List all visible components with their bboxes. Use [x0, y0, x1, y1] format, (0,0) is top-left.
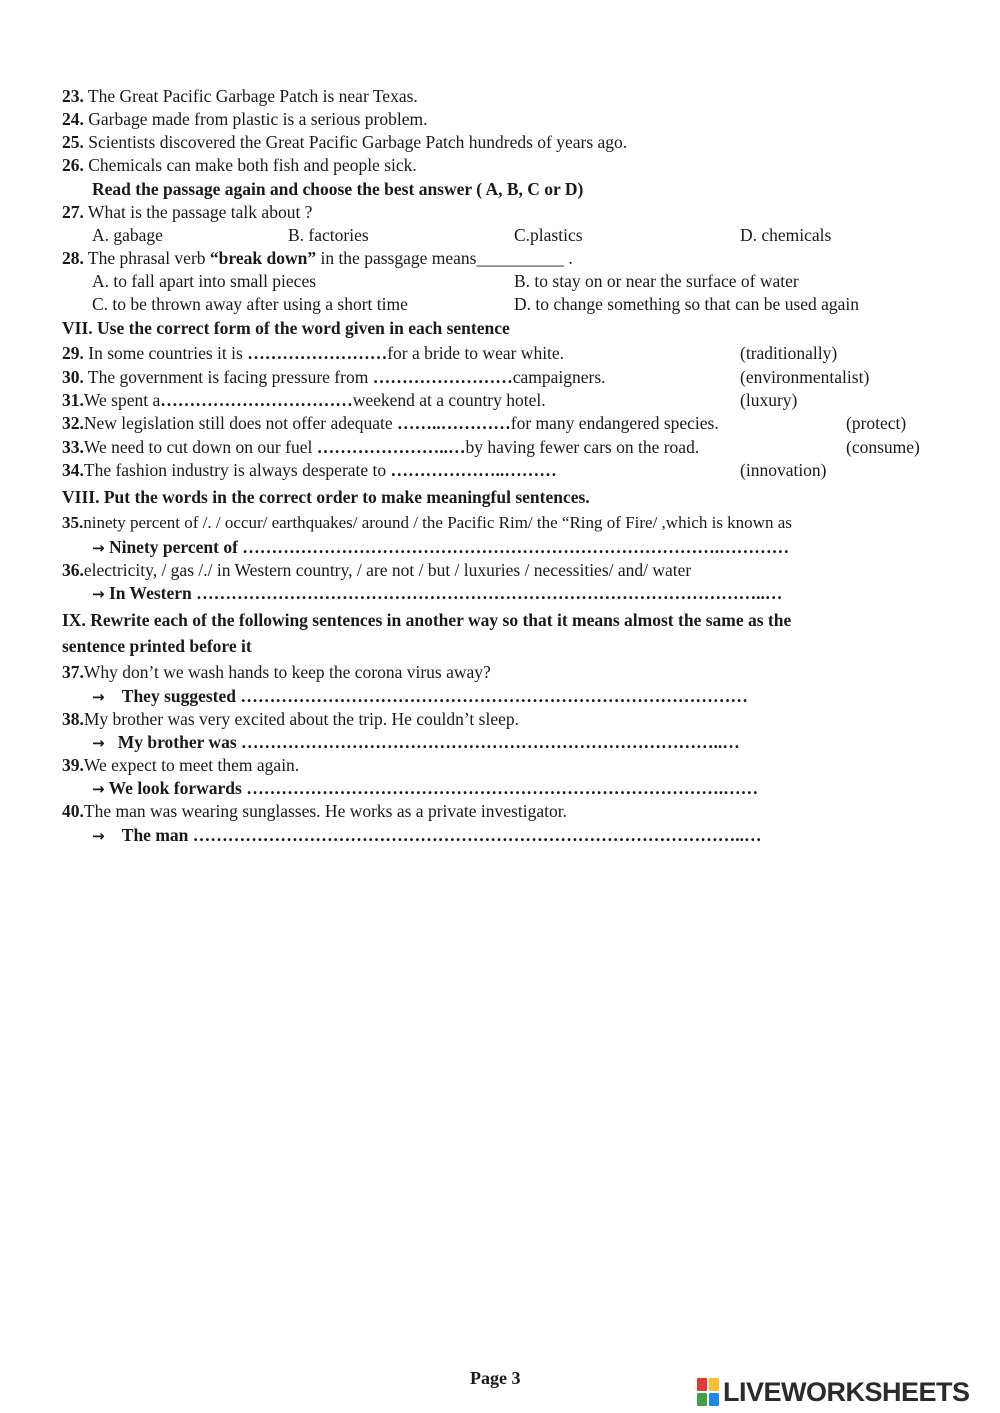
q39-answer-line: → We look forwards ……………………………………………………………………….…… — [92, 778, 759, 798]
q36-answer-line: → In Western ……………………………………………………………………………………..… — [92, 583, 783, 603]
q38-answer-line: → My brother was ………………………………………………………………………..… — [92, 732, 740, 752]
arrow-icon: → — [92, 827, 105, 845]
question-40: 40.The man was wearing sunglasses. He works as a private investigator. — [62, 801, 567, 821]
q28-option-a: A. to fall apart into small pieces — [92, 271, 317, 291]
question-25: 25. Scientists discovered the Great Pacific Garbage Patch hundreds of years ago. — [62, 132, 628, 152]
question-35: 35.ninety percent of /. / occur/ earthquakes/ around / the Pacific Rim/ the “Ring of Fire/ ,which is known as — [62, 513, 792, 532]
arrow-icon: → — [92, 688, 105, 706]
q35-answer-line: → Ninety percent of ……………………………………………………………………….………… — [92, 537, 790, 557]
question-29: 29. In some countries it is ……………………for a bride to wear white. — [62, 343, 565, 363]
q30-word: (environmentalist) — [740, 367, 870, 387]
q31-word: (luxury) — [740, 390, 798, 410]
q27-option-d: D. chemicals — [740, 225, 832, 245]
liveworksheets-logo — [697, 1377, 970, 1407]
question-33: 33.We need to cut down on our fuel …………………..…by having fewer cars on the road. — [62, 437, 700, 457]
question-23: 23. The Great Pacific Garbage Patch is near Texas. — [62, 86, 418, 106]
q32-word: (protect) — [846, 413, 907, 433]
question-28: 28. The phrasal verb “break down” in the passgage means__________ . — [62, 248, 573, 268]
question-34: 34.The fashion industry is always desperate to ………………..……… — [62, 460, 557, 480]
question-37: 37.Why don’t we wash hands to keep the corona virus away? — [62, 662, 491, 682]
arrow-icon: → — [92, 780, 105, 798]
arrow-icon: → — [92, 585, 105, 603]
question-24: 24. Garbage made from plastic is a serious problem. — [62, 109, 428, 129]
q37-answer-line: → They suggested …………………………………………………………………………… — [92, 686, 748, 706]
section-9-title-line-1: IX. Rewrite each of the following sentences in another way so that it means almost the same as the — [62, 610, 792, 630]
question-31: 31.We spent a……………………………weekend at a country hotel. — [62, 390, 546, 410]
q34-word: (innovation) — [740, 460, 827, 480]
instruction-read-passage: Read the passage again and choose the best answer ( A, B, C or D) — [92, 179, 584, 199]
question-30: 30. The government is facing pressure from ……………………campaigners. — [62, 367, 606, 387]
question-36: 36.electricity, / gas /./ in Western country, / are not / but / luxuries / necessities/ and/ water — [62, 560, 692, 580]
q27-option-b: B. factories — [288, 225, 369, 245]
section-8-title: VIII. Put the words in the correct order to make meaningful sentences. — [62, 487, 590, 507]
q40-answer-line: → The man …………………………………………………………………………………..… — [92, 825, 762, 845]
section-7-title: VII. Use the correct form of the word given in each sentence — [62, 318, 510, 338]
question-26: 26. Chemicals can make both fish and people sick. — [62, 155, 417, 175]
question-32: 32.New legislation still does not offer adequate ……..…………for many endangered species. — [62, 413, 719, 433]
question-39: 39.We expect to meet them again. — [62, 755, 300, 775]
arrow-icon: → — [92, 734, 105, 752]
q27-option-c: C.plastics — [514, 225, 583, 245]
q28-option-d: D. to change something so that can be used again — [514, 294, 860, 314]
question-27: 27. What is the passage talk about ? — [62, 202, 313, 222]
liveworksheets-logo-icon — [697, 1378, 719, 1406]
q28-option-b: B. to stay on or near the surface of water — [514, 271, 799, 291]
q33-word: (consume) — [846, 437, 920, 457]
q29-word: (traditionally) — [740, 343, 838, 363]
question-38: 38.My brother was very excited about the trip. He couldn’t sleep. — [62, 709, 519, 729]
section-9-title-line-2: sentence printed before it — [62, 636, 252, 656]
q28-option-c: C. to be thrown away after using a short time — [92, 294, 408, 314]
liveworksheets-logo-text: LIVEWORKSHEETS — [723, 1376, 970, 1407]
q27-option-a: A. gabage — [92, 225, 163, 245]
arrow-icon: → — [92, 539, 105, 557]
page-number: Page 3 — [470, 1368, 521, 1388]
